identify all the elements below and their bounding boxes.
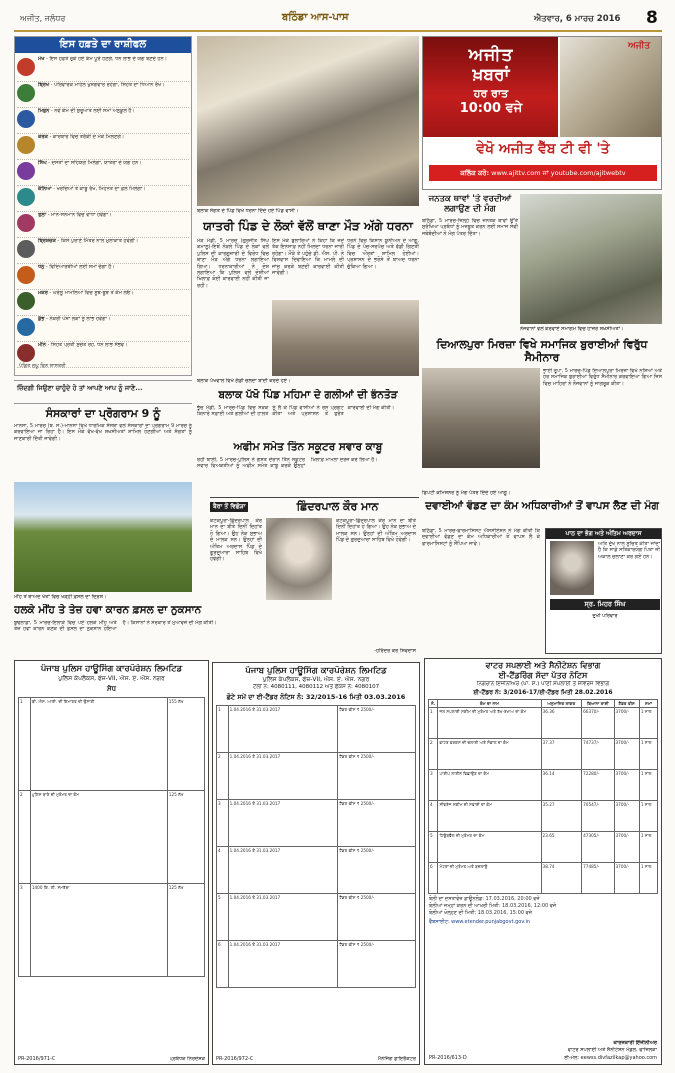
table-row [429,708,658,739]
tender-left-subtitle: ਪੁਲਿਸ ਕੰਪਲੈਕਸ, ਫੇਜ਼-VII, ਐਸ. ਏ. ਐਸ. ਨਗਰ [58,675,165,682]
zodiac-sign: ਮੇਖ [38,56,45,62]
tender-cell-dates: 1.04.2016 ਤੋਂ 31.03.2017 [228,847,338,894]
zodiac-sign: ਮੀਨ [38,342,46,348]
tender-right-footer-code: PR-2016/613-D [429,1055,467,1061]
memorial-portrait [550,541,594,595]
tender-cell-no: 1 [19,698,31,791]
tender-cell-no: 3 [19,884,31,977]
zodiac-icon [17,214,35,232]
tender-cell-time: 1 ਸਾਲ [639,832,657,863]
tender-mid [212,662,420,1065]
horoscope-entry: ਧਨੁ - ਵਿਦਿਆਰਥੀਆਂ ਲਈ ਸਮਾਂ ਚੰਗਾ ਹੈ। [17,264,189,290]
right-photo-caption: ਨੌਜਵਾਨਾਂ ਵਲੋਂ ਕਰਵਾਏ ਸਮਾਗਮ ਵਿਚ ਹਾਜ਼ਰ ਸ਼ਖ਼ਸੀਅਤਾਂ। [520,326,624,332]
zodiac-icon [17,266,35,284]
tender-cell-time: 1 ਸਾਲ [639,739,657,770]
page-number: 8 [646,8,658,28]
scooter-headline: ਅਫੀਮ ਸਮੇਤ ਤਿੰਨ ਸਕੂਟਰ ਸਵਾਰ ਕਾਬੂ [233,441,383,453]
ad-studio-photo [560,37,662,137]
tender-cell-cost: ਟੈਂਡਰ ਫੀਸ ₹ 2500/- [338,941,416,988]
table-row [217,894,416,941]
zodiac-icon [17,344,35,362]
ad-time: 10:00 ਵਜੇ [459,101,523,116]
horoscope-entry: ਕਰਕ - ਕਾਰੋਬਾਰ ਵਿਚ ਤਰੱਕੀ ਦੇ ਮੌਕੇ ਮਿਲਣਗੇ। [17,134,189,160]
horoscope-box [14,36,192,376]
tender-right-schedule [425,896,661,917]
tender-cell-no: 1 [429,708,438,739]
table-header-cell: ਬਿਆਨਾ ਰਾਸ਼ੀ [582,700,614,708]
tender-cell-dates: 1.04.2016 ਤੋਂ 31.03.2017 [228,894,338,941]
zodiac-icon [17,136,35,154]
right-group-photo [520,194,662,324]
tender-cell-no: 2 [429,739,438,770]
ad-click-label: ਕਲਿੱਕ ਕਰੋ: [460,169,490,177]
table-row [217,847,416,894]
horoscope-entry: ਕੰਨਿਆ - ਖਰਚਿਆਂ ਤੇ ਕਾਬੂ ਰੱਖੋ, ਮਿਹਨਤ ਦਾ ਫ਼ਲ ਮਿਲੇਗਾ। [17,186,189,212]
tender-cell-no: 5 [217,894,229,941]
tender-cell-dates: 1.04.2016 ਤੋਂ 31.03.2017 [228,941,338,988]
memorial-name: ਸ੍ਰ. ਮਿਹਰ ਸਿੰਘ [550,599,660,610]
table-row [429,770,658,801]
crops-body: ਬੁਢਲਾਡਾ, 5 ਮਾਰਚ-ਇਲਾਕੇ ਵਿਚ ਪਏ ਹਲਕੇ ਮੀਂਹ ਅਤੇ ਤੇਜ਼ ਹਵਾ ਕਾਰਨ ਕਣਕ ਦੀ ਫ਼ਸਲ ਦਾ ਨੁਕਸਾਨ ਹੋਇਆ ਹੈ। ਕਿਸਾਨਾਂ ਨੇ ਸਰਕਾਰ ਤੋਂ ਮੁਆਵਜ਼ੇ ਦੀ ਮੰਗ ਕੀਤੀ। [14,620,217,633]
tender-left [14,660,209,1065]
zodiac-sign: ਕੁੰਭ [38,316,45,322]
tender-cell-cost: 23.65 [541,832,582,863]
horoscope-title: ਇਸ ਹਫ਼ਤੇ ਦਾ ਰਾਸ਼ੀਫਲ [15,37,191,53]
tender-cell-ea: 66370/- [582,708,614,739]
zodiac-text: ਘਰੇਲੂ ਮਾਮਲਿਆਂ ਵਿਚ ਸੂਝ-ਬੂਝ ਤੋਂ ਕੰਮ ਲਓ। [52,290,134,296]
tender-cell-cost: 36.36 [541,708,582,739]
ad-brand-logo: ਅਜੀਤ [628,41,651,51]
zodiac-icon [17,84,35,102]
zodiac-icon [17,110,35,128]
tender-cell-cost: 37.37 [541,739,582,770]
zodiac-sign: ਬ੍ਰਿਖ [38,82,50,88]
horoscope-entry: ਮਕਰ - ਘਰੇਲੂ ਮਾਮਲਿਆਂ ਵਿਚ ਸੂਝ-ਬੂਝ ਤੋਂ ਕੰਮ ਲਓ। [17,290,189,316]
tender-cell-work: ਪੁਲਿਸ ਥਾਣੇ ਦੀ ਮੁਰੰਮਤ ਦਾ ਕੰਮ [30,791,167,884]
section-name: ਬਠਿੰਡਾ ਆਸ-ਪਾਸ [282,12,349,23]
medicine-headline: ਦਵਾਈਆਂ ਵੰਡਣ ਦਾ ਕੰਮ ਅਧਿਕਾਰੀਆਂ ਤੋਂ ਵਾਪਸ ਲੈਣ ਦੀ ਮੰਗ [425,500,659,512]
obituary-box [210,497,419,657]
tender-cell-fee: 3700/- [614,708,639,739]
medicine-photo-caption: ਡਿਪਟੀ ਕਮਿਸ਼ਨਰ ਨੂੰ ਮੰਗ ਪੱਤਰ ਦਿੰਦੇ ਹੋਏ ਆਗੂ। [422,490,511,496]
schedule-line: ਬੋਲੀ ਦਾ ਦਸਤਾਵੇਜ਼ ਡਾਊਨਲੋਡ: 17.03.2016, 20:00 ਵਜੇ [429,896,540,902]
tender-cell-no: 3 [429,770,438,801]
table-row [217,753,416,800]
table-row [19,698,205,791]
medicine-body: ਬਠਿੰਡਾ, 5 ਮਾਰਚ-ਫਾਰਮਾਸਿਸਟ ਐਸੋਸੀਏਸ਼ਨ ਨੇ ਮੰਗ ਕੀਤੀ ਕਿ ਦਵਾਈਆਂ ਵੰਡਣ ਦਾ ਕੰਮ ਅਧਿਕਾਰੀਆਂ ਤੋਂ ਵਾਪਸ ਲੈ ਕੇ ਫਾਰਮਾਸਿਸਟਾਂ ਨੂੰ ਸੌਂਪਿਆ ਜਾਵੇ। [422,528,540,547]
ad-url-web[interactable]: www.ajittv.com [491,169,541,177]
tender-cell-cost: 125 ਲੱਖ [167,791,204,884]
quote-box [14,380,192,404]
horoscope-entry: ਤੁਲਾ - ਮਾਨ-ਸਨਮਾਨ ਵਿਚ ਵਾਧਾ ਹੋਵੇਗਾ। [17,212,189,238]
tender-mid-table [216,705,416,988]
tender-cell-cost: 155 ਲੱਖ [167,698,204,791]
tender-left-table [18,697,205,977]
seminar-headline: ਦਿਆਲਪੁਰਾ ਮਿਰਜ਼ਾ ਵਿਖੇ ਸਮਾਜਿਕ ਬੁਰਾਈਆਂ ਵਿਰੁੱਧ ਸੈਮੀਨਾਰ [436,338,648,364]
tender-cell-no: 6 [429,863,438,894]
zodiac-icon [17,58,35,76]
zodiac-sign: ਤੁਲਾ [38,212,47,218]
ad-or: ਜਾਂ [542,169,549,177]
table-row [217,941,416,988]
tender-right-table [428,699,658,894]
table-header-cell: ਅਨੁਮਾਨਿਤ ਲਾਗਤ [541,700,582,708]
zodiac-text: ਨੌਕਰੀ ਪੇਸ਼ਾ ਲੋਕਾਂ ਨੂੰ ਲਾਭ ਹੋਵੇਗਾ। [49,316,111,322]
obituary-body-right: ਕੋਟਕਪੂਰਾ-ਛਿੰਦਰਪਾਲ ਕੌਰ ਮਾਨ ਦਾ ਬੀਤੇ ਦਿਨੀਂ ਦਿਹਾਂਤ ਹੋ ਗਿਆ। ਉਹ ਨੇਕ ਸੁਭਾਅ ਦੇ ਮਾਲਕ ਸਨ। ਉਨ੍ਹਾਂ ਦੀ ਅੰਤਿਮ ਅਰਦਾਸ ਪਿੰਡ ਦੇ ਗੁਰਦੁਆਰਾ ਸਾਹਿਬ ਵਿਖੇ ਹੋਵੇਗੀ। [336,518,416,544]
zodiac-sign: ਕਰਕ [38,134,48,140]
scooter-body: ਰੋਹੀ ਬਾਲੀ, 5 ਮਾਰਚ-ਪੁਲਿਸ ਨੇ ਗਸ਼ਤ ਦੌਰਾਨ ਤਿੰਨ ਸਕੂਟਰ ਸਵਾਰ ਵਿਅਕਤੀਆਂ ਨੂੰ ਅਫੀਮ ਸਮੇਤ ਕਾਬੂ ਕਰਕੇ ਉਨ੍ਹਾਂ ਖ਼ਿਲਾਫ਼ ਮਾਮਲਾ ਦਰਜ ਕਰ ਲਿਆ ਹੈ। [197,457,378,470]
zodiac-text: ਇਸ ਹਫ਼ਤੇ ਰੁਕੇ ਹੋਏ ਕੰਮ ਪੂਰੇ ਹੋਣਗੇ, ਧਨ ਲਾਭ ਦੇ ਯੋਗ ਬਣਦੇ ਹਨ। [49,56,167,62]
tender-cell-ea: 72280/- [582,770,614,801]
horoscope-entry: ਮੀਨ - ਸਿਹਤ ਪ੍ਰਤੀ ਸੁਚੇਤ ਰਹੋ, ਧਨ ਲਾਭ ਸੰਭਵ। [17,342,189,368]
zodiac-sign: ਬ੍ਰਿਸ਼ਚਕ [38,238,56,244]
horoscope-entry: ਮਿਥੁਨ - ਨਵੇਂ ਕੰਮ ਦੀ ਸ਼ੁਰੂਆਤ ਲਈ ਸਮਾਂ ਅਨੁਕੂਲ ਹੈ। [17,108,189,134]
ghost-headline: ਬਲਾਕ ਪੱਖੋ ਪਿੰਡ ਮਹਿਮਾ ਦੇ ਗਲੀਆਂ ਦੀ ਭੰਨਤੋੜ [218,389,398,401]
table-row [429,832,658,863]
story-sanskar [14,407,192,479]
tender-right-email: ਈ-ਮੇਲ: eewss.divfazilkap@yahoo.com [564,1055,657,1061]
tender-right-notice: ਈ-ਟੈਂਡਰ ਨੰ: 3/2016-17/ਈ-ਟੈਂਡਰ ਮਿਤੀ 28.02.2016 [473,689,613,696]
tender-cell-ea: 74737/- [582,739,614,770]
seminar-body: ਭਾਈ ਰੂਪਾ, 5 ਮਾਰਚ-ਪਿੰਡ ਦਿਆਲਪੁਰਾ ਮਿਰਜ਼ਾ ਵਿਖੇ ਨਸ਼ਿਆਂ ਅਤੇ ਹੋਰ ਸਮਾਜਿਕ ਬੁਰਾਈਆਂ ਵਿਰੁੱਧ ਸੈਮੀਨਾਰ ਕਰਵਾਇਆ ਗਿਆ ਜਿਸ ਵਿਚ ਮਾਹਿਰਾਂ ਨੇ ਨੌਜਵਾਨਾਂ ਨੂੰ ਜਾਗਰੂਕ ਕੀਤਾ। [543,368,662,387]
tender-cell-fee: 3700/- [614,801,639,832]
ghost-photo-caption: ਬਲਾਕ ਪੱਖੋਵਾਲ ਵਿਖੇ ਗੱਡੀ ਚਲਦਾ ਬਾਂਦੀ ਕਰਦੇ ਹੋਏ। [197,378,291,384]
tender-right [424,658,662,1065]
tender-cell-work: ਮੋਟਰਾਂ ਦੀ ਮੁਰੰਮਤ ਅਤੇ ਬਦਲਾਉ [438,863,541,894]
tender-cell-cost: ਟੈਂਡਰ ਫੀਸ ₹ 2500/- [338,847,416,894]
tender-cell-no: 1 [217,706,229,753]
obituary-headline: ਛਿੰਦਰਪਾਲ ਕੌਰ ਮਾਨ [296,500,379,513]
zodiac-text: ਪਰਿਵਾਰਕ ਮਾਹੌਲ ਖੁਸ਼ਗਵਾਰ ਰਹੇਗਾ, ਸਿਹਤ ਦਾ ਧਿਆਨ ਰੱਖੋ। [54,82,165,88]
table-row [429,801,658,832]
tender-cell-work: ਵਾਟਰ ਵਰਕਸ ਦੀ ਚਲਾਈ ਅਤੇ ਸੰਭਾਲ ਦਾ ਕੰਮ [438,739,541,770]
tender-cell-fee: 3700/- [614,863,639,894]
dharna-headline: ਯਾਤਰੀ ਪਿੰਡ ਦੇ ਲੋਕਾਂ ਵੱਲੋਂ ਥਾਣਾ ਮੌੜ ਅੱਗੇ ਧਰਨਾ [203,219,413,233]
tender-cell-dates: 1.04.2016 ਤੋਂ 31.03.2017 [228,800,338,847]
tender-cell-ea: 77485/- [582,863,614,894]
tender-right-subtitle: ਨਿਗਰਾਨ ਇੰਜੀਨੀਅਰ (ਪਾ. ਸ.) ਪਾਣੀ ਸਪਲਾਈ ਤੇ ਸੀਵਰੇਜ ਵਿਭਾਗ [476,681,610,687]
tender-right-signoff: ਕਾਰਜਕਾਰੀ ਇੰਜੀਨੀਅਰ [613,1040,657,1046]
tender-cell-work: ਸੀਵਰੇਜ ਸਕੀਮ ਦੀ ਸਫ਼ਾਈ ਦਾ ਕੰਮ [438,801,541,832]
ad-links-bar [429,165,657,181]
tender-cell-cost: ਟੈਂਡਰ ਫੀਸ ₹ 2500/- [338,894,416,941]
zodiac-sign: ਸਿੰਘ [38,160,47,166]
seminar-photo [422,368,540,468]
horoscope-entry: ਮੇਖ - ਇਸ ਹਫ਼ਤੇ ਰੁਕੇ ਹੋਏ ਕੰਮ ਪੂਰੇ ਹੋਣਗੇ, ਧਨ ਲਾਭ ਦੇ ਯੋਗ ਬਣਦੇ ਹਨ। [17,56,189,82]
zodiac-icon [17,240,35,258]
tender-cell-no: 3 [217,800,229,847]
zodiac-icon [17,318,35,336]
ad-time-label: ਹਰ ਰਾਤ [473,87,509,100]
tender-mid-footer-code: PR-2016/972-C [216,1056,254,1062]
tender-mid-subtitle: ਪੁਲਿਸ ਕੰਪਲੈਕਸ, ਫੇਜ਼-VII, ਐਸ. ਏ. ਐਸ. ਨਗਰ [262,676,370,683]
tender-cell-no: 2 [19,791,31,884]
crops-headline: ਹਲਕੇ ਮੀਂਹ ਤੇ ਤੇਜ਼ ਹਵਾ ਕਾਰਨ ਫ਼ਸਲ ਦਾ ਨੁਕਸਾਨ [14,604,202,616]
tender-cell-fee: 3700/- [614,770,639,801]
tender-cell-cost: 125 ਲੱਖ [167,884,204,977]
tender-cell-work: ਜਲ ਸਪਲਾਈ ਸਕੀਮ ਦੀ ਮੁਰੰਮਤ ਅਤੇ ਰੱਖ-ਰਖਾਅ ਦਾ ਕੰਮ [438,708,541,739]
ad-brand-block [429,45,553,116]
horoscope-entry: ਕੁੰਭ - ਨੌਕਰੀ ਪੇਸ਼ਾ ਲੋਕਾਂ ਨੂੰ ਲਾਭ ਹੋਵੇਗਾ। [17,316,189,342]
tender-cell-no: 6 [217,941,229,988]
obituary-byline: -ਹਰਿੰਦਰ ਕੋਰ ਸ਼ਿਵਦਾਸ [374,648,416,654]
tender-cell-no: 4 [217,847,229,894]
zodiac-sign: ਮਿਥੁਨ [38,108,50,114]
group-photo [272,300,419,376]
tender-cell-cost: 35.27 [541,801,582,832]
tender-cell-cost: ਟੈਂਡਰ ਫੀਸ ₹ 2500/- [338,800,416,847]
zodiac-text: ਵਿਦਿਆਰਥੀਆਂ ਲਈ ਸਮਾਂ ਚੰਗਾ ਹੈ। [49,264,115,270]
zodiac-text: ਮਾਨ-ਸਨਮਾਨ ਵਿਚ ਵਾਧਾ ਹੋਵੇਗਾ। [51,212,112,218]
zodiac-sign: ਕੰਨਿਆ [38,186,52,192]
tender-right-title: ਈ-ਟੈਂਡਰਿੰਗ ਸੱਦਾ ਪੱਤਰ ਨੋਟਿਸ [498,671,588,680]
ad-url-youtube[interactable]: youtube.com/ajitwebtv [550,169,626,177]
table-header-cell: ਨੰ. [429,700,438,708]
tender-cell-no: 4 [429,801,438,832]
table-row [19,884,205,977]
tender-cell-no: 5 [429,832,438,863]
tender-left-tag: ਸੋਧ [106,685,117,693]
horoscope-entry: ਸਿੰਘ - ਦੋਸਤਾਂ ਦਾ ਸਹਿਯੋਗ ਮਿਲੇਗਾ, ਯਾਤਰਾ ਦੇ ਯੋਗ ਹਨ। [17,160,189,186]
schedule-line: ਬੋਲੀਆਂ ਜਮ੍ਹਾਂ ਕਰਨ ਦੀ ਆਖਰੀ ਮਿਤੀ: 18.03.2016, 12:00 ਵਜੇ [429,903,557,909]
tender-cell-cost: 38.74 [541,863,582,894]
memorial-contact: ਦੁਖੀ ਪਰਿਵਾਰ [592,613,618,619]
table-header-cell: ਟੈਂਡਰ ਫੀਸ [614,700,639,708]
tender-cell-ea: 47305/- [582,832,614,863]
zodiac-icon [17,188,35,206]
dharna-col2: ਇਸ ਮੌਕੇ ਬੁਲਾਰਿਆਂ ਨੇ ਕਿਹਾ ਕਿ ਜਦੋਂ ਤੱਕ ਇਨਸਾਫ਼ ਨਹੀਂ ਮਿਲਦਾ ਧਰਨਾ ਜਾਰੀ ਰਹੇਗਾ। ਮੌਕੇ ਤੇ ਪਹੁੰਚੇ ਡੀ. ਐਸ. ਪੀ. ਨੇ ਵਿਸ਼ਵਾਸ ਦਿਵਾਇਆ ਕਿ ਮਾਮਲੇ ਦੀ ਜਾਂਚ ਕਰਕੇ ਬਣਦੀ ਕਾਰਵਾਈ ਕੀਤੀ ਜਾਵੇਗੀ। [272,238,344,277]
tender-left-footer-code: PR-2016/971-C [18,1056,56,1062]
table-row [19,791,205,884]
tender-cell-fee: 3700/- [614,832,639,863]
crops-photo-caption: ਮੀਂਹ ਤੋਂ ਬਾਅਦ ਖੇਤਾਂ ਵਿਚ ਖੜ੍ਹੀ ਫ਼ਸਲ ਦਾ ਦ੍ਰਿਸ਼। [14,594,107,600]
memorial-header: ਪਾਠ ਦਾ ਭੋਗ ਅਤੇ ਅੰਤਿਮ ਅਰਦਾਸ [546,529,661,539]
horoscope-list [17,56,189,358]
paper-name: ਅਜੀਤ, ਜਲੰਧਰ [20,14,66,23]
tender-right-office: ਵਾਟਰ ਸਪਲਾਈ ਅਤੇ ਸੈਨੀਟੇਸ਼ਨ ਮੰਡਲ, ਫਾਜ਼ਿਲਕਾ [567,1047,657,1053]
zodiac-text: ਦੋਸਤਾਂ ਦਾ ਸਹਿਯੋਗ ਮਿਲੇਗਾ, ਯਾਤਰਾ ਦੇ ਯੋਗ ਹਨ। [51,160,142,166]
obituary-body-left: ਕੋਟਕਪੂਰਾ-ਛਿੰਦਰਪਾਲ ਕੌਰ ਮਾਨ ਦਾ ਬੀਤੇ ਦਿਨੀਂ ਦਿਹਾਂਤ ਹੋ ਗਿਆ। ਉਹ ਨੇਕ ਸੁਭਾਅ ਦੇ ਮਾਲਕ ਸਨ। ਉਨ੍ਹਾਂ ਦੀ ਅੰਤਿਮ ਅਰਦਾਸ ਪਿੰਡ ਦੇ ਗੁਰਦੁਆਰਾ ਸਾਹਿਬ ਵਿਖੇ ਹੋਵੇਗੀ। [210,518,262,563]
obituary-kicker: ਬੈਰਾ ਤੋਂ ਵਿਛੋੜਾ [210,502,248,512]
tender-mid-signoff: ਮੈਨੇਜਿੰਗ ਡਾਇਰੈਕਟਰ [377,1056,416,1062]
memorial-box [545,528,662,654]
tender-left-title: ਪੰਜਾਬ ਪੁਲਿਸ ਹਾਊਸਿੰਗ ਕਾਰਪੋਰੇਸ਼ਨ ਲਿਮਟਿਡ [40,664,183,674]
tender-cell-work: ਟਿਊਬਵੈੱਲ ਦੀ ਮੁਰੰਮਤ ਦਾ ਕੰਮ [438,832,541,863]
zodiac-text: ਸਿਹਤ ਪ੍ਰਤੀ ਸੁਚੇਤ ਰਹੋ, ਧਨ ਲਾਭ ਸੰਭਵ। [50,342,128,348]
zodiac-text: ਨਵੇਂ ਕੰਮ ਦੀ ਸ਼ੁਰੂਆਤ ਲਈ ਸਮਾਂ ਅਨੁਕੂਲ ਹੈ। [54,108,135,114]
tender-cell-time: 1 ਸਾਲ [639,708,657,739]
tender-cell-cost: ਟੈਂਡਰ ਫੀਸ ₹ 2500/- [338,706,416,753]
issue-date: ਐਤਵਾਰ, 6 ਮਾਰਚ 2016 [534,14,621,24]
dharna-col1: ਮੌੜ ਮੰਡੀ, 5 ਮਾਰਚ (ਗੁਰਜੀਤ ਸਿੰਘ ਕਮਾਲੂ)-ਇਥੋਂ ਨੇੜਲੇ ਪਿੰਡ ਦੇ ਲੋਕਾਂ ਵਲੋਂ ਪੁਲਿਸ ਦੀ ਕਾਰਗੁਜ਼ਾਰੀ ਦੇ ਵਿਰੋਧ ਵਿਚ ਥਾਣਾ ਮੌੜ ਅੱਗੇ ਧਰਨਾ ਲਗਾਇਆ ਗਿਆ। ਧਰਨਾਕਾਰੀਆਂ ਨੇ ਦੋਸ਼ ਲਗਾਇਆ ਕਿ ਪੁਲਿਸ ਵਲੋਂ ਦੋਸ਼ੀਆਂ ਖ਼ਿਲਾਫ਼ ਕੋਈ ਕਾਰਵਾਈ ਨਹੀਂ ਕੀਤੀ ਜਾ ਰਹੀ। [197,238,269,289]
ghost-body: ਭੁੱਚੋ ਮੰਡੀ, 5 ਮਾਰਚ-ਪਿੰਡ ਵਿਚ ਸੜਕ ਕਿਨਾਰੇ ਸਫ਼ਾਈ ਅਤੇ ਗਲੀਆਂ ਦੀ ਹਾਲਤ ਨੂੰ ਲੈ ਕੇ ਪਿੰਡ ਵਾਸੀਆਂ ਨੇ ਰੋਸ ਪ੍ਰਗਟ ਕੀਤਾ ਅਤੇ ਪ੍ਰਸ਼ਾਸਨ ਤੋਂ ਤੁਰੰਤ ਕਾਰਵਾਈ ਦੀ ਮੰਗ ਕੀਤੀ। [197,405,395,418]
horoscope-entry: ਬ੍ਰਿਖ - ਪਰਿਵਾਰਕ ਮਾਹੌਲ ਖੁਸ਼ਗਵਾਰ ਰਹੇਗਾ, ਸਿਹਤ ਦਾ ਧਿਆਨ ਰੱਖੋ। [17,82,189,108]
story-sanskar-headline: ਸੰਸਕਾਰਾਂ ਦਾ ਪ੍ਰੋਗਰਾਮ 9 ਨੂੰ [45,407,161,420]
tender-mid-notice: ਛੋਟੇ ਸਮੇਂ ਦਾ ਈ-ਟੈਂਡਰ ਨੋਟਿਸ ਨੰ: 32/2015-16 ਮਿਤੀ 03.03.2016 [226,693,406,701]
ad-cta: ਵੇਖੋ ਅਜੀਤ ਵੈੱਬ ਟੀ ਵੀ 'ਤੇ [476,141,610,157]
tender-cell-cost: ਟੈਂਡਰ ਫੀਸ ₹ 2500/- [338,753,416,800]
zodiac-sign: ਮਕਰ [38,290,48,296]
janta-body: ਬਠਿੰਡਾ, 5 ਮਾਰਚ-ਜ਼ਿਲ੍ਹੇ ਵਿਚ ਜਨਤਕ ਥਾਵਾਂ ਉੱਤੇ ਸੁਰੱਖਿਆ ਪ੍ਰਬੰਧਾਂ ਨੂੰ ਮਜ਼ਬੂਤ ਕਰਨ ਲਈ ਸਮਾਜ ਸੇਵੀ ਜਥੇਬੰਦੀਆਂ ਨੇ ਮੰਗ ਪੱਤਰ ਦਿੱਤਾ। [422,218,518,237]
tender-cell-time: 1 ਸਾਲ [639,770,657,801]
tender-cell-dates: 1.04.2016 ਤੋਂ 31.03.2017 [228,706,338,753]
tender-cell-cost: 36.14 [541,770,582,801]
zodiac-text: ਕਿਸੇ ਪੁਰਾਣੇ ਮਿੱਤਰ ਨਾਲ ਮੁਲਾਕਾਤ ਹੋਵੇਗੀ। [60,238,139,244]
table-header-cell: ਸਮਾਂ [639,700,657,708]
quote-text: ਜ਼ਿੰਦਗੀ ਜਿਉਣਾ ਚਾਹੁੰਦੇ ਹੋ ਤਾਂ ਆਪਣੇ ਆਪ ਨੂੰ ਜਾਣੋ... [17,384,143,392]
ajit-tv-ad [422,36,662,190]
tender-cell-time: 1 ਸਾਲ [639,863,657,894]
table-header-row [429,700,658,708]
obituary-portrait [266,518,332,600]
tender-cell-ea: 70547/- [582,801,614,832]
tender-cell-dates: 1.04.2016 ਤੋਂ 31.03.2017 [228,753,338,800]
tender-cell-time: 1 ਸਾਲ [639,801,657,832]
crops-photo [14,482,192,592]
table-row [217,706,416,753]
zodiac-text: ਕਾਰੋਬਾਰ ਵਿਚ ਤਰੱਕੀ ਦੇ ਮੌਕੇ ਮਿਲਣਗੇ। [52,134,125,140]
tender-mid-title: ਪੰਜਾਬ ਪੁਲਿਸ ਹਾਊਸਿੰਗ ਕਾਰਪੋਰੇਸ਼ਨ ਲਿਮਟਿਡ [245,666,387,676]
ad-title-line2: ਖ਼ਬਰਾਂ [472,65,510,85]
horoscope-footer: ਪੰਡਿਤ ਰਘੂ ਵਿਨ ਸ਼ਾਸਤਰੀ [19,363,66,369]
ad-title-line1: ਅਜੀਤ [468,45,514,65]
janta-headline: ਜਨਤਕ ਥਾਵਾਂ 'ਤੇ ਵਰਦੀਆਂ ਲਗਾਉਣ ਦੀ ਮੰਗ [428,194,512,214]
masthead [14,8,662,32]
zodiac-icon [17,162,35,180]
table-row [429,739,658,770]
tender-right-website[interactable]: ਵੈੱਬਸਾਈਟ: www.etender.punjabgovt.gov.in [429,919,531,925]
tender-cell-work: ਪਾਈਪ ਲਾਈਨ ਵਿਛਾਉਣ ਦਾ ਕੰਮ [438,770,541,801]
story-sanskar-body: ਮਾਨਸਾ, 5 ਮਾਰਚ (ਬ. ਸ.)-ਮਾਨਸਾ ਵਿਖੇ ਧਾਰਮਿਕ ਸੰਸਥਾ ਵਲੋਂ ਸੰਸਕਾਰਾਂ ਦਾ ਪ੍ਰੋਗਰਾਮ 9 ਮਾਰਚ ਨੂੰ ਕਰਵਾਇਆ ਜਾ ਰਿਹਾ ਹੈ। ਇਸ ਮੌਕੇ ਵੱਖ-ਵੱਖ ਸ਼ਖ਼ਸੀਅਤਾਂ ਸ਼ਾਮਿਲ ਹੋਣਗੀਆਂ ਅਤੇ ਸੰਗਤਾਂ ਨੂੰ ਜਾਣਕਾਰੀ ਦਿੱਤੀ ਜਾਵੇਗੀ। [14,423,192,442]
table-row [217,800,416,847]
memorial-body: ਅਤਿ ਦੁੱਖ ਨਾਲ ਸੂਚਿਤ ਕੀਤਾ ਜਾਂਦਾ ਹੈ ਕਿ ਸਾਡੇ ਸਤਿਕਾਰਯੋਗ ਪਿਤਾ ਜੀ ਅਕਾਲ ਚਲਾਣਾ ਕਰ ਗਏ ਹਨ। [598,541,660,560]
zodiac-text: ਖਰਚਿਆਂ ਤੇ ਕਾਬੂ ਰੱਖੋ, ਮਿਹਨਤ ਦਾ ਫ਼ਲ ਮਿਲੇਗਾ। [56,186,146,192]
tender-mid-phones: ਟੈਲੀ ਨੰ: 4080111, 4080112 ਅਤੇ ਫੈਕਸ ਨੰ: 4080107 [252,684,380,690]
tender-cell-work: ਬੀ. ਐਸ. ਆਈ. ਦੀ ਇਮਾਰਤ ਦੀ ਉਸਾਰੀ [30,698,167,791]
dharna-col3: ਧਰਨੇ ਵਿਚ ਕਿਸਾਨ ਯੂਨੀਅਨ ਦੇ ਆਗੂ, ਪਿੰਡ ਦੇ ਪੰਚ-ਸਰਪੰਚ ਅਤੇ ਵੱਡੀ ਗਿਣਤੀ ਵਿਚ ਔਰਤਾਂ ਸ਼ਾਮਿਲ ਹੋਈਆਂ। ਪ੍ਰਸ਼ਾਸਨ ਦੇ ਭਰੋਸੇ ਤੋਂ ਬਾਅਦ ਧਰਨਾ ਚੁੱਕਿਆ ਗਿਆ। [347,238,419,270]
zodiac-sign: ਧਨੁ [38,264,45,270]
tender-cell-fee: 3700/- [614,739,639,770]
horoscope-entry: ਬ੍ਰਿਸ਼ਚਕ - ਕਿਸੇ ਪੁਰਾਣੇ ਮਿੱਤਰ ਨਾਲ ਮੁਲਾਕਾਤ ਹੋਵੇਗੀ। [17,238,189,264]
top-photo-caption: ਬਲਾਕ ਸੰਗਤ ਦੇ ਪਿੰਡ ਵਿਖੇ ਧਰਨਾ ਦਿੰਦੇ ਹੋਏ ਪਿੰਡ ਵਾਸੀ। [197,208,299,214]
tender-cell-work: 1400 ਕਿ. ਲੀ. ਸਮਰੱਥਾ [30,884,167,977]
table-header-cell: ਕੰਮ ਦਾ ਨਾਮ [438,700,541,708]
tender-left-signoff: ਪ੍ਰਬੰਧਕ ਨਿਰਦੇਸ਼ਕ [169,1056,205,1062]
schedule-line: ਬੋਲੀਆਂ ਖੋਲ੍ਹਣ ਦੀ ਮਿਤੀ: 18.03.2016, 15:00 ਵਜੇ [429,910,532,916]
top-center-photo [197,36,419,206]
table-row [429,863,658,894]
zodiac-icon [17,292,35,310]
tender-cell-no: 2 [217,753,229,800]
tender-right-dept: ਵਾਟਰ ਸਪਲਾਈ ਅਤੇ ਸੈਨੀਟੇਸ਼ਨ ਵਿਭਾਗ [485,661,601,670]
